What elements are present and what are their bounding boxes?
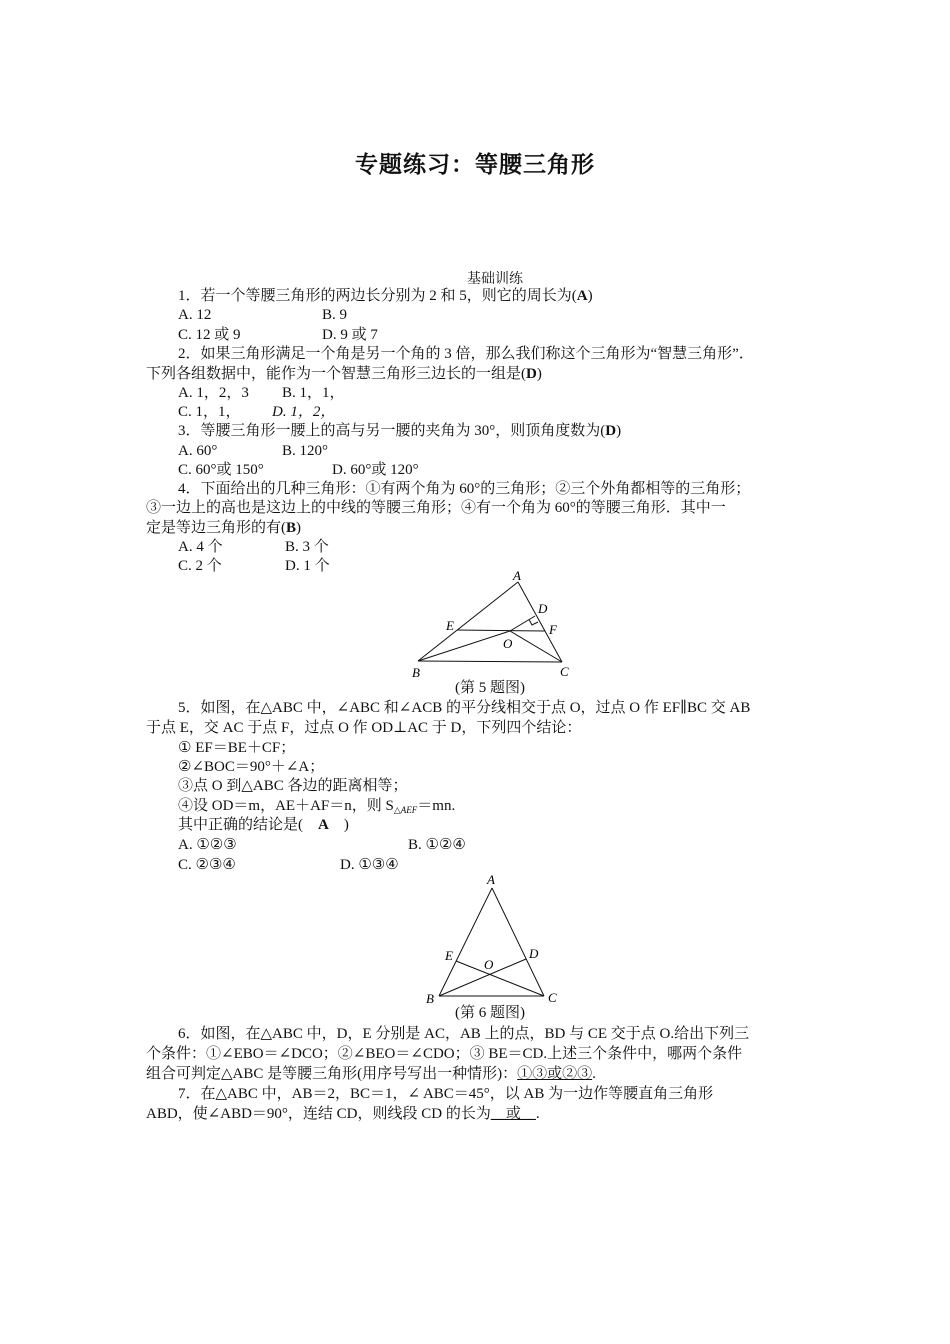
q2-option-d: D. 1，2， bbox=[272, 404, 336, 420]
fig6-label-b: B bbox=[426, 991, 434, 1006]
q4-option-b: B. 3 个 bbox=[285, 539, 329, 555]
q3-option-c: C. 60°或 150° bbox=[178, 462, 264, 478]
q1-option-d: D. 9 或 7 bbox=[322, 327, 378, 343]
fig5-line-bo bbox=[418, 631, 510, 661]
q7-line2: ABD，使∠ABD＝90°，连结 CD，则线段 CD 的长为__或__. bbox=[146, 1106, 540, 1122]
q5-conclusion-4: ④设 OD＝m，AE＋AF＝n，则 $S_{\triangle AEF}=mn$. bbox=[178, 798, 456, 815]
figure-6-caption: (第 6 题图) bbox=[455, 1005, 525, 1021]
fig5-right-angle-mark bbox=[529, 620, 538, 626]
fig5-label-a: A bbox=[513, 570, 521, 583]
q4-line1: 4．下面给出的几种三角形：①有两个角为 60°的三角形；②三个外角都相等的三角形； bbox=[178, 481, 751, 497]
fig5-label-c: C bbox=[560, 664, 569, 679]
fig6-line-bd bbox=[439, 959, 526, 996]
q4-answer: B bbox=[286, 520, 297, 536]
q2-answer: D bbox=[526, 366, 537, 382]
fig5-label-f: F bbox=[549, 622, 557, 637]
page-title: 专题练习：等腰三角形 bbox=[355, 152, 595, 178]
fig5-line-ef bbox=[457, 630, 545, 631]
q5-conclusion-2: ②∠BOC＝90°＋∠A； bbox=[178, 759, 325, 775]
q5-option-d: D. ①③④ bbox=[340, 857, 399, 873]
q2-option-b: B. 1，1， bbox=[282, 385, 345, 401]
fig6-line-ce bbox=[456, 961, 544, 996]
fig5-label-d: D bbox=[538, 601, 548, 616]
fig6-line-ac bbox=[492, 888, 544, 996]
q4-line3: 定是等边三角形的有(B) bbox=[146, 520, 302, 536]
fig6-label-a: A bbox=[487, 872, 495, 887]
q4-option-a: A. 4 个 bbox=[178, 539, 223, 555]
q4-option-c: C. 2 个 bbox=[178, 558, 222, 574]
fig6-label-o: O bbox=[484, 957, 494, 972]
q1-option-a: A. 12 bbox=[178, 307, 212, 323]
figure-5-caption: (第 5 题图) bbox=[455, 680, 525, 696]
q7-answer: __或__ bbox=[490, 1106, 536, 1122]
q2-line1: 2．如果三角形满足一个角是另一个角的 3 倍，那么我们称这个三角形为“智慧三角形”． bbox=[178, 346, 754, 362]
fig6-label-e: E bbox=[445, 948, 453, 963]
q6-line3: 组合可判定△ABC 是等腰三角形(用序号写出一种情形)：①③或②③. bbox=[146, 1066, 596, 1082]
q6-line1: 6．如图，在△ABC 中，D，E 分别是 AC，AB 上的点，BD 与 CE 交于点 O.给出下列三 bbox=[178, 1026, 750, 1042]
q3-stem: 3．等腰三角形一腰上的高与另一腰的夹角为 30°，则顶角度数为(D) bbox=[178, 423, 622, 439]
q5-conclusion-3: ③点 O 到△ABC 各边的距离相等； bbox=[178, 778, 408, 794]
fig5-label-e: E bbox=[446, 618, 454, 633]
q3-option-a: A. 60° bbox=[178, 443, 218, 459]
q5-line2: 于点 E，交 AC 于点 F，过点 O 作 OD⊥AC 于 D，下列四个结论： bbox=[146, 720, 582, 736]
q6-line2: 个条件：①∠EBO＝∠DCO；②∠BEO＝∠CDO；③ BE＝CD.上述三个条件中，哪两个条件 bbox=[146, 1046, 743, 1062]
q7-line1: 7．在△ABC 中，AB＝2，BC＝1，∠ ABC＝45°，以 AB 为一边作等腰直角三角形 bbox=[178, 1086, 714, 1102]
q2-option-c: C. 1，1， bbox=[178, 404, 241, 420]
q1-answer: A bbox=[576, 288, 588, 304]
fig5-label-b: B bbox=[412, 665, 420, 680]
q4-option-d: D. 1 个 bbox=[285, 558, 330, 574]
q5-option-a: A. ①②③ bbox=[178, 837, 237, 853]
q5-line1: 5．如图，在△ABC 中，∠ABC 和∠ACB 的平分线相交于点 O，过点 O 作 EF∥BC 交 AB bbox=[178, 700, 751, 716]
fig6-label-d: D bbox=[529, 946, 539, 961]
fig5-line-bc bbox=[418, 661, 562, 662]
figure-6-diagram bbox=[415, 868, 575, 1008]
q3-answer: D bbox=[605, 423, 617, 439]
q5-option-b: B. ①②④ bbox=[408, 837, 466, 853]
q5-option-c: C. ②③④ bbox=[178, 857, 236, 873]
q3-option-b: B. 120° bbox=[282, 443, 329, 459]
q4-line2: ③一边上的高也是这边上的中线的等腰三角形；④有一个角为 60°的等腰三角形．其中一 bbox=[146, 500, 726, 516]
fig6-line-ab bbox=[439, 888, 492, 996]
q5-conclusion-prompt: 其中正确的结论是( A ) bbox=[178, 817, 349, 833]
q3-option-d: D. 60°或 120° bbox=[332, 462, 419, 478]
q1-option-b: B. 9 bbox=[322, 307, 348, 323]
q6-answer: ①③或②③ bbox=[517, 1066, 593, 1082]
q1-stem: 1．若一个等腰三角形的两边长分别为 2 和 5，则它的周长为(A) bbox=[178, 288, 593, 304]
q1-option-c: C. 12 或 9 bbox=[178, 327, 241, 343]
q2-option-a: A. 1，2，3 bbox=[178, 385, 249, 401]
q2-line2: 下列各组数据中，能作为一个智慧三角形三边长的一组是(D) bbox=[146, 366, 542, 382]
figure-5-diagram bbox=[400, 570, 590, 682]
fig5-label-o: O bbox=[503, 636, 513, 651]
q5-answer: A bbox=[318, 817, 329, 833]
section-heading: 基础训练 bbox=[467, 271, 523, 287]
q5-conclusion-1: ① EF＝BE＋CF； bbox=[178, 740, 296, 756]
fig6-label-c: C bbox=[548, 990, 557, 1005]
